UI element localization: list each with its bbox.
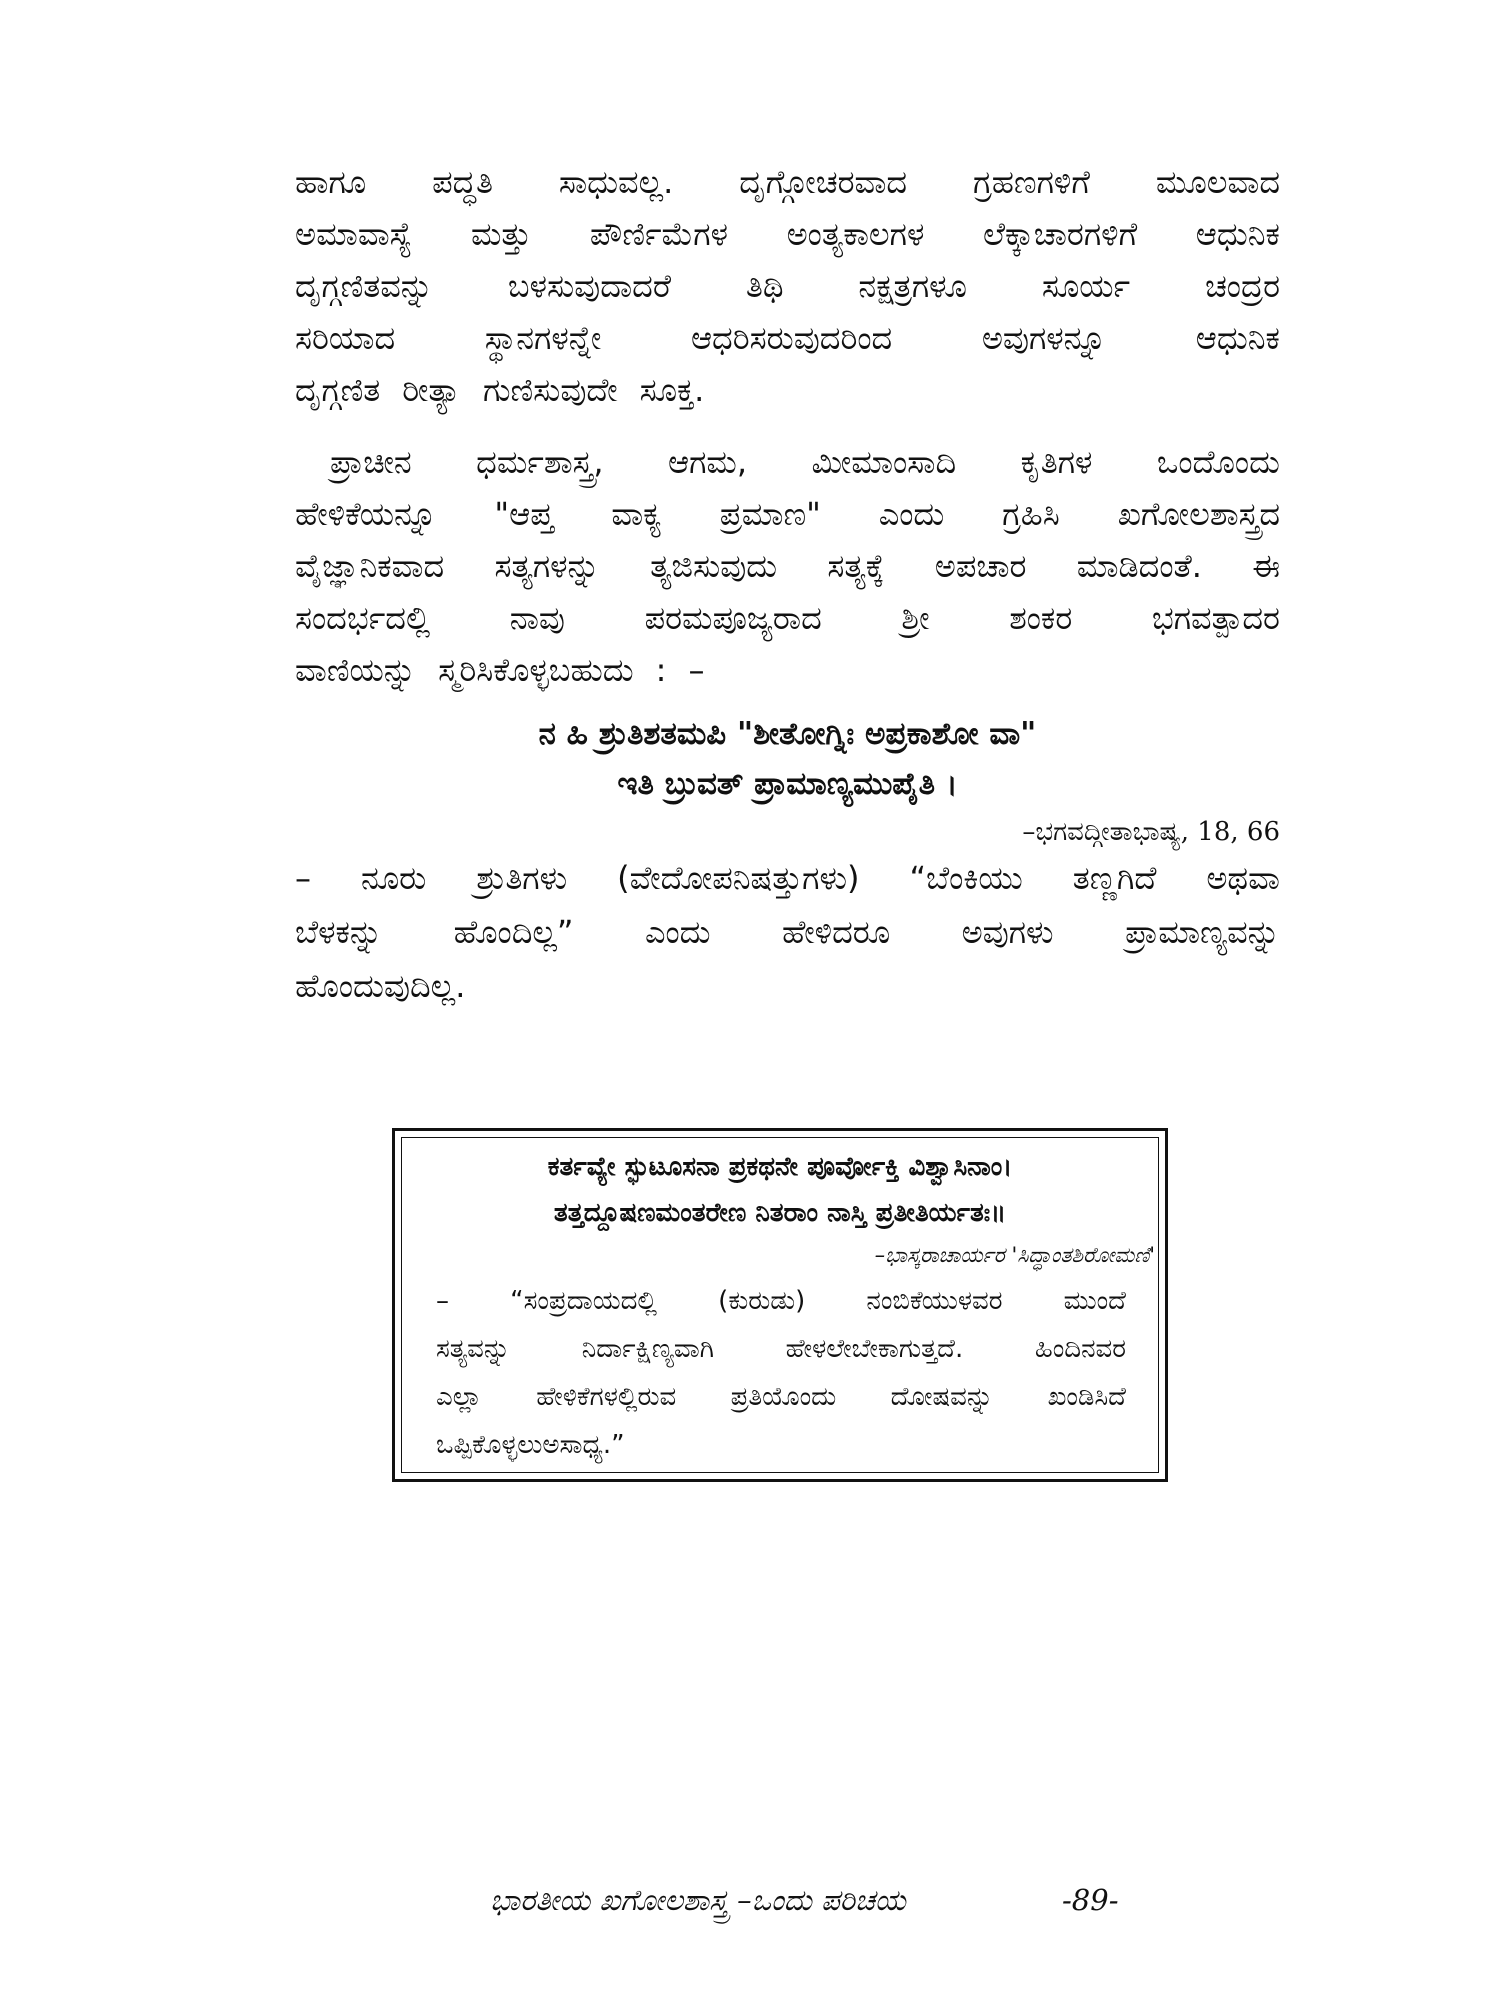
word: (ವೇದೋಪನಿಷತ್ತುಗಳು)	[617, 859, 860, 897]
word: ಶಂಕರ	[1009, 599, 1073, 637]
word: ಸಂದರ್ಭದಲ್ಲಿ	[295, 599, 431, 637]
word: –	[436, 1286, 449, 1316]
word: "ಆಪ್ತ	[494, 495, 554, 533]
word: ಮೀಮಾಂಸಾದಿ	[811, 443, 957, 481]
box-text-line	[436, 1426, 1126, 1464]
word: ಪದ್ಧತಿ	[432, 163, 493, 201]
word: ಎಂದು	[878, 495, 945, 533]
word: ದೋಷವನ್ನು	[890, 1382, 994, 1412]
word: “ಬೆಂಕಿಯು	[909, 859, 1023, 897]
word: “ಸಂಪ್ರದಾಯದಲ್ಲಿ	[510, 1286, 658, 1316]
word: ಆಧುನಿಕ	[1195, 215, 1280, 253]
word: (ಕುರುಡು)	[718, 1286, 806, 1316]
word: ನಕ್ಷತ್ರಗಳೂ	[858, 267, 967, 305]
word: ಪ್ರಾಮಾಣ್ಯವನ್ನು	[1125, 913, 1280, 951]
text-line	[295, 910, 1280, 954]
word: ಗ್ರಹಣಗಳಿಗೆ	[973, 163, 1090, 201]
box-verse-line-2: ತತ್ತದ್ದೂಷಣಮಂತರೇಣ ನಿತರಾಂ ನಾಸ್ತಿ ಪ್ರತೀತಿರ್ಯತಃ॥	[553, 1198, 1007, 1228]
word: ಧರ್ಮಶಾಸ್ತ್ರ,	[476, 443, 604, 481]
word: ಈ	[1252, 547, 1280, 585]
word: –	[295, 859, 311, 897]
sanskrit-quote-line-1: ನ ಹಿ ಶ್ರುತಿಶತಮಪಿ "ಶೀತೋಗ್ನಿಃ ಅಪ್ರಕಾಶೋ ವಾ"	[538, 716, 1037, 752]
word: –	[688, 651, 705, 689]
word: ಎಲ್ಲಾ	[436, 1382, 482, 1412]
box-text-line	[436, 1378, 1126, 1416]
word: ಹೇಳಿದರೂ	[781, 913, 891, 951]
word: ಅವುಗಳು	[961, 913, 1054, 951]
word: ಶ್ರೀ	[901, 599, 930, 637]
word: ಆಧುನಿಕ	[1195, 319, 1280, 357]
word: ಅಂತ್ಯಕಾಲಗಳ	[786, 215, 925, 253]
word: ಆಧರಿಸರುವುದರಿಂದ	[690, 319, 893, 357]
word: ಎಂದು	[644, 913, 711, 951]
word: ಸತ್ಯವನ್ನು	[436, 1334, 511, 1364]
word: ನಂಬಿಕೆಯುಳವರ	[866, 1286, 1003, 1316]
word: ನಾವು	[509, 599, 565, 637]
word: ಸ್ಥಾನಗಳನ್ನೇ	[484, 319, 602, 357]
word: ವಾಣಿಯನ್ನು	[295, 651, 417, 689]
word: ಅವುಗಳನ್ನೂ	[981, 319, 1107, 357]
word: ಹೇಳಿಕೆಗಳಲ್ಲಿರುವ	[536, 1382, 677, 1412]
word: ಲೆಕ್ಕಾಚಾರಗಳಿಗೆ	[982, 215, 1138, 253]
word: ಅಸಾಧ್ಯ.”	[542, 1430, 625, 1460]
word: ಹೇಳಲೇಬೇಕಾಗುತ್ತದೆ.	[785, 1334, 964, 1364]
word: ಹಾಗೂ	[295, 163, 367, 201]
word: ಭಗವತ್ಪಾದರ	[1151, 599, 1280, 637]
quote-attribution: –ಭಗವದ್ಗೀತಾಭಾಷ್ಯ, 18, 66	[1022, 817, 1280, 847]
word: ವಾಕ್ಯ	[611, 495, 662, 533]
word: ಸೂಕ್ತ.	[639, 371, 705, 409]
word: ಶ್ರುತಿಗಳು	[476, 859, 568, 897]
word: ಹೊಂದಿಲ್ಲ”	[453, 913, 574, 951]
word: ಹಿಂದಿನವರ	[1034, 1334, 1126, 1364]
word: ಮುಂದೆ	[1063, 1286, 1126, 1316]
word: ಸಾಧುವಲ್ಲ.	[558, 163, 674, 201]
word: ದೃಗ್ಗಣಿತವನ್ನು	[295, 267, 434, 305]
word: ಸರಿಯಾದ	[295, 319, 396, 357]
word: ದೃಗ್ಗೋಚರವಾದ	[739, 163, 908, 201]
word: ಅಥವಾ	[1206, 859, 1280, 897]
text-line	[295, 212, 1280, 256]
word: ನೂರು	[360, 859, 427, 897]
word: ಬಳಸುವುದಾದರೆ	[507, 267, 672, 305]
text-line	[295, 544, 1280, 588]
word: ರೀತ್ಯಾ	[402, 371, 462, 409]
word: ದೃಗ್ಗಣಿತ	[295, 371, 381, 409]
word: ಪೌರ್ಣಿಮೆಗಳ	[589, 215, 728, 253]
word: ಅಮಾವಾಸ್ಯೆ	[295, 215, 413, 253]
word: ಗುಣಿಸುವುದೇ	[483, 371, 618, 409]
word: ಪ್ರಾಚೀನ	[330, 443, 412, 481]
word: ಪ್ರತಿಯೊಂದು	[730, 1382, 837, 1412]
text-line	[295, 964, 1280, 1008]
word: ಗ್ರಹಿಸಿ	[1002, 495, 1060, 533]
word: ಬೆಳಕನ್ನು	[295, 913, 383, 951]
word: ತ್ಯಜಿಸುವುದು	[650, 547, 778, 585]
text-line	[295, 264, 1280, 308]
word: ಹೊಂದುವುದಿಲ್ಲ.	[295, 967, 466, 1005]
word: ಒಂದೊಂದು	[1156, 443, 1280, 481]
word: ಆಗಮ,	[667, 443, 748, 481]
footer-book-title: ಭಾರತೀಯ ಖಗೋಲಶಾಸ್ತ್ರ –ಒಂದು ಪರಿಚಯ	[490, 1883, 906, 1917]
text-line	[295, 596, 1280, 640]
footer-page-number: -89-	[1062, 1883, 1119, 1917]
text-line	[295, 856, 1280, 900]
box-text-line	[436, 1330, 1126, 1368]
word: ಮೂಲವಾದ	[1155, 163, 1280, 201]
text-line	[295, 316, 1280, 360]
text-line	[295, 160, 1280, 204]
word: ತಣ್ಣಗಿದೆ	[1072, 859, 1157, 897]
word: ಪ್ರಮಾಣ"	[719, 495, 821, 533]
text-line	[295, 368, 1280, 412]
word: ಸತ್ಯಕ್ಕೆ	[827, 547, 885, 585]
word: ಹೇಳಿಕೆಯನ್ನೂ	[295, 495, 437, 533]
word: :	[655, 651, 667, 689]
word: ಖಂಡಿಸಿದೆ	[1047, 1382, 1126, 1412]
box-text-line	[436, 1282, 1126, 1320]
box-verse-line-1: ಕರ್ತವ್ಯೇ ಸ್ಫುಟೂಸನಾ ಪ್ರಕಥನೇ ಪೂರ್ವೋಕ್ತಿ ವಿಶ್ವಾಸಿನಾಂ।	[547, 1152, 1013, 1182]
word: ಚಂದ್ರರ	[1204, 267, 1280, 305]
word: ಮತ್ತು	[470, 215, 532, 253]
box-attribution: –ಭಾಸ್ಕರಾಚಾರ್ಯರ 'ಸಿದ್ಧಾಂತಶಿರೋಮಣಿ'	[874, 1243, 1155, 1267]
word: ಸತ್ಯಗಳನ್ನು	[494, 547, 600, 585]
word: ನಿರ್ದಾಕ್ಷಿಣ್ಯವಾಗಿ	[581, 1334, 714, 1364]
word: ಸ್ಮರಿಸಿಕೊಳ್ಳಬಹುದು	[438, 651, 634, 689]
word: ತಿಥಿ	[745, 267, 784, 305]
word: ಸೂರ್ಯ	[1041, 267, 1131, 305]
text-line	[295, 648, 1280, 692]
word: ಮಾಡಿದಂತೆ.	[1076, 547, 1202, 585]
word: ಖಗೋಲಶಾಸ್ತ್ರದ	[1117, 495, 1280, 533]
word: ಅಪಚಾರ	[934, 547, 1027, 585]
text-line	[295, 492, 1280, 536]
sanskrit-quote-line-2: ಇತಿ ಬ್ರುವತ್ ಪ್ರಾಮಾಣ್ಯಮುಪೈತಿ ।	[617, 766, 958, 802]
word: ಕೃತಿಗಳ	[1020, 443, 1093, 481]
word: ವೈಜ್ಞಾನಿಕವಾದ	[295, 547, 445, 585]
text-line	[330, 440, 1280, 484]
word: ಪರಮಪೂಜ್ಯರಾದ	[644, 599, 822, 637]
word: ಒಪ್ಪಿಕೊಳ್ಳಲು	[436, 1430, 543, 1460]
